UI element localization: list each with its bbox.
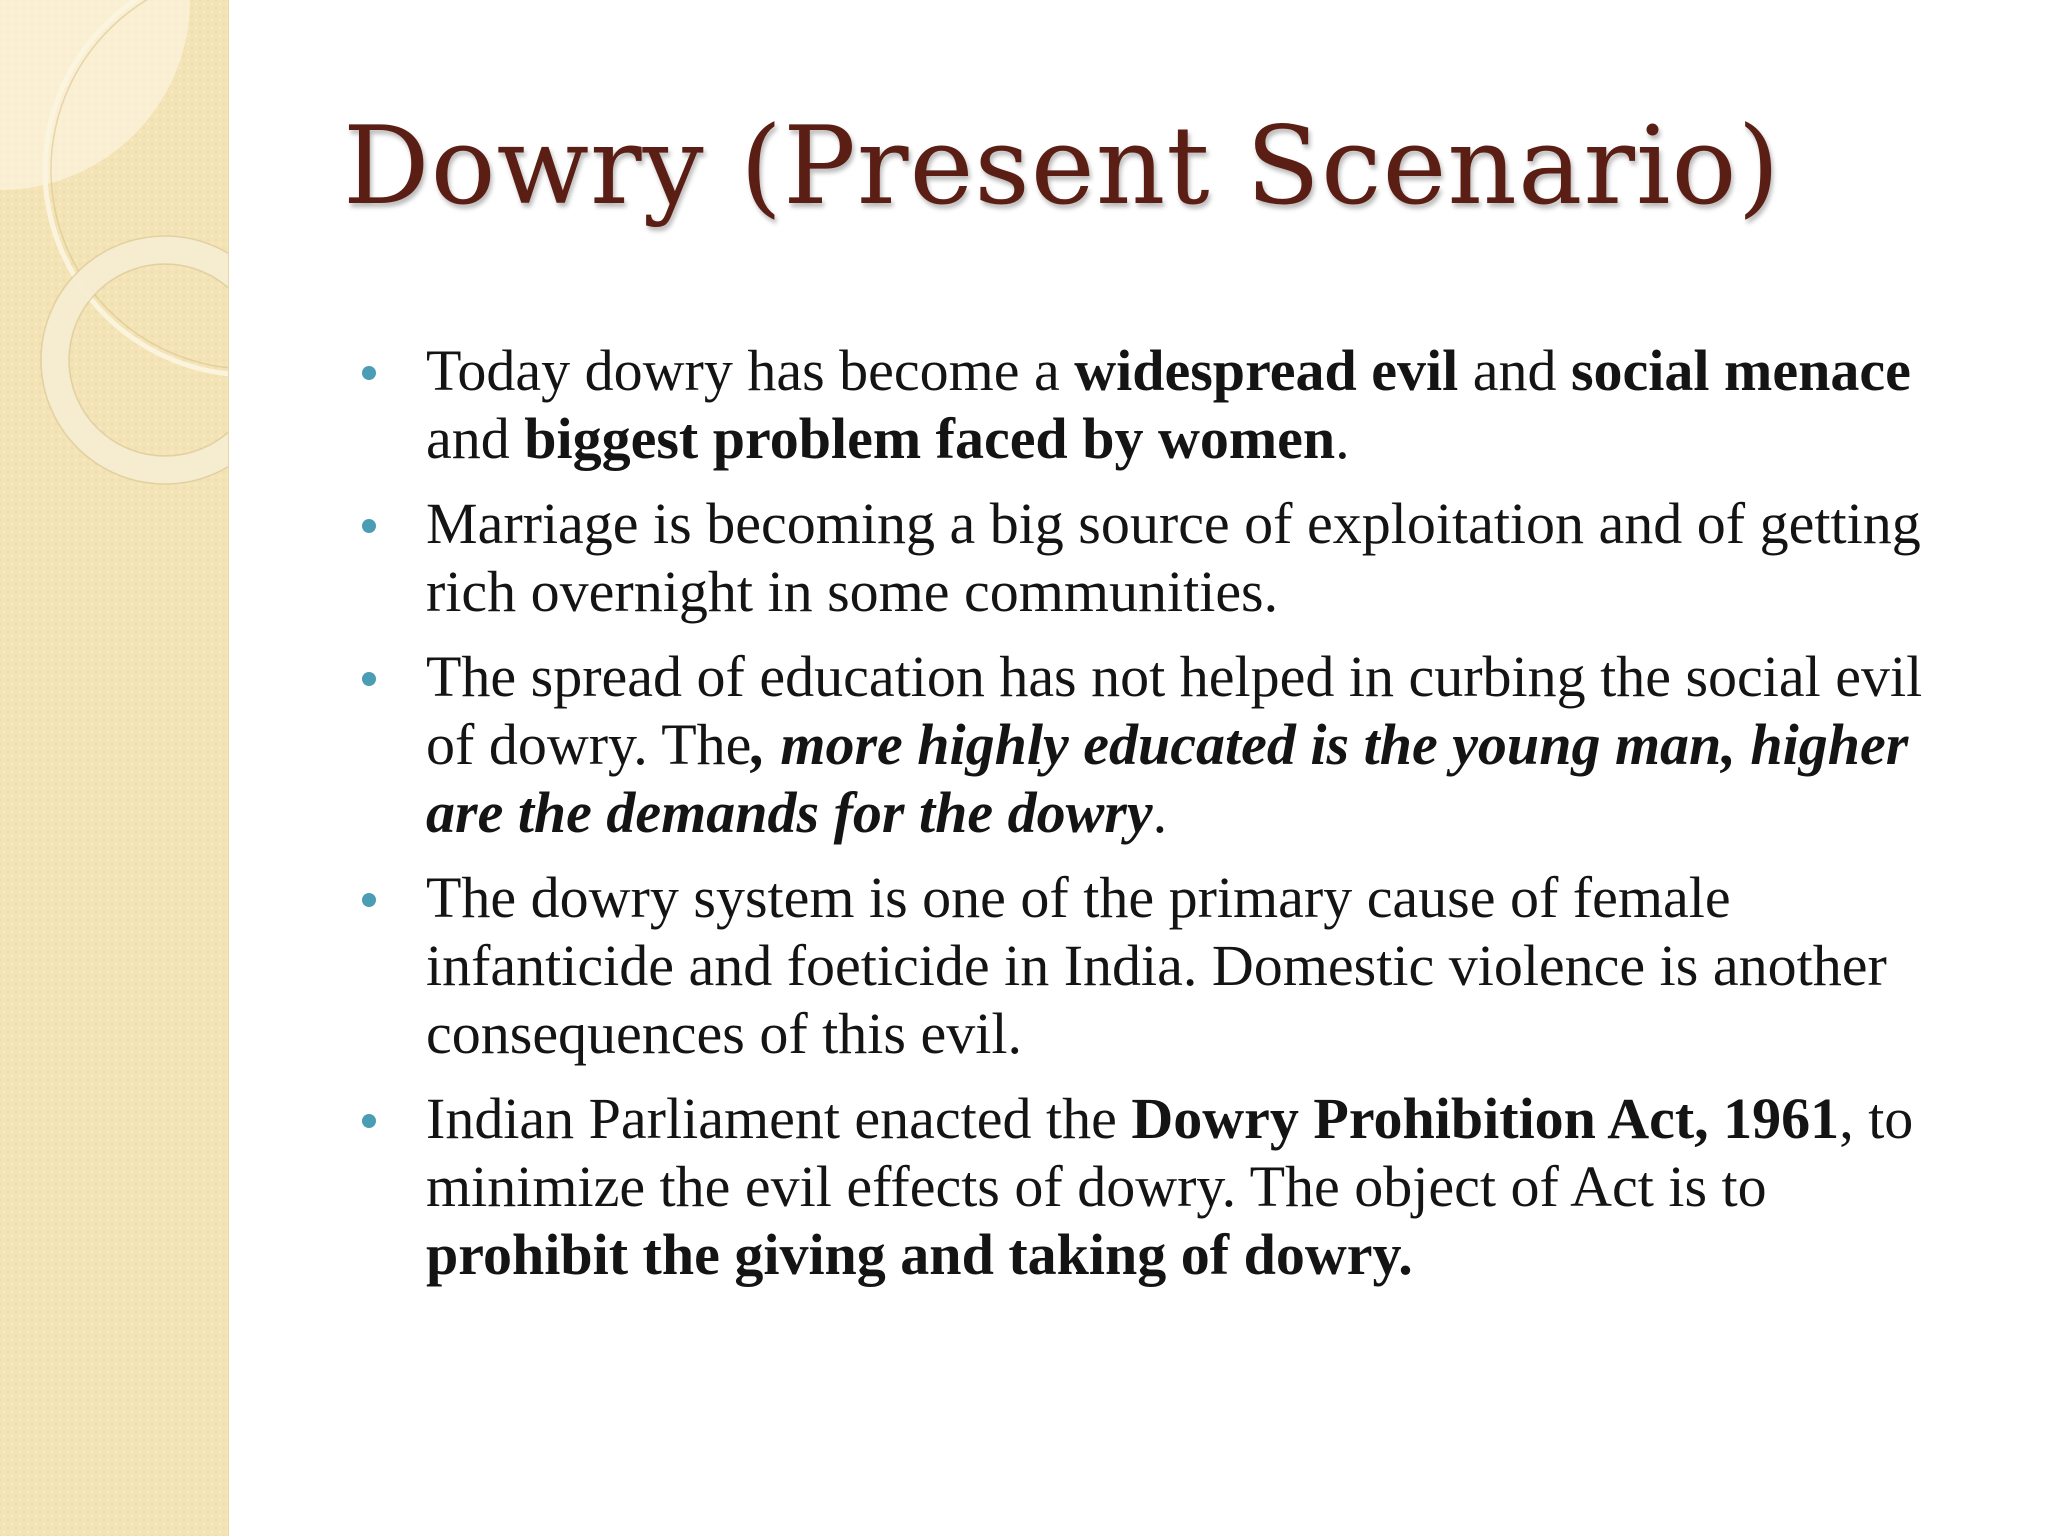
bullet-item bbox=[362, 490, 1982, 626]
bullet-dot-icon bbox=[362, 366, 376, 380]
bullet-text-segment: and bbox=[426, 406, 525, 471]
bullet-text-segment: Marriage is becoming a big source of exploitation and of getting rich overnight in some communities. bbox=[426, 491, 1921, 624]
bullet-text-segment: and bbox=[1458, 338, 1571, 403]
bullet-text-segment: Indian Parliament enacted the bbox=[426, 1086, 1132, 1151]
bullet-text-segment: social menace bbox=[1570, 338, 1911, 403]
bullet-text-segment: Today dowry has become a bbox=[426, 338, 1075, 403]
bullet-text-segment: . bbox=[1152, 780, 1168, 845]
bullet-dot-icon bbox=[362, 519, 376, 533]
bullet-text-segment: widespread evil bbox=[1074, 338, 1459, 403]
decorative-side-band bbox=[0, 0, 229, 1536]
bullet-list bbox=[362, 337, 1982, 1306]
bullet-text-segment: The dowry system is one of the primary cause of female infanticide and foeticide in India. Domestic violence is another consequences of this evil. bbox=[426, 865, 1887, 1066]
bullet-text-segment: biggest problem faced by women bbox=[524, 406, 1336, 471]
bullet-text-segment: Dowry Prohibition Act, 1961 bbox=[1131, 1086, 1840, 1151]
bullet-text-segment: , more highly educated is the young man, higher are the demands for the dowry bbox=[426, 712, 1909, 845]
bullet-item bbox=[362, 337, 1982, 473]
bullet-text-segment: , to minimize the evil effects of dowry. The object of Act is to bbox=[426, 1086, 1914, 1219]
slide-title: Dowry (Present Scenario) bbox=[343, 104, 1781, 229]
decorative-rings-icon bbox=[0, 0, 228, 520]
bullet-text-segment: The spread of education has not helped in curbing the social evil of dowry. The bbox=[426, 644, 1923, 777]
bullet-item bbox=[362, 864, 1982, 1068]
bullet-dot-icon bbox=[362, 1114, 376, 1128]
bullet-text-segment: . bbox=[1335, 406, 1350, 471]
bullet-text-segment: prohibit the giving and taking of dowry. bbox=[426, 1222, 1413, 1287]
bullet-item bbox=[362, 1085, 1982, 1289]
bullet-dot-icon bbox=[362, 893, 376, 907]
bullet-dot-icon bbox=[362, 672, 376, 686]
bullet-item bbox=[362, 643, 1982, 847]
